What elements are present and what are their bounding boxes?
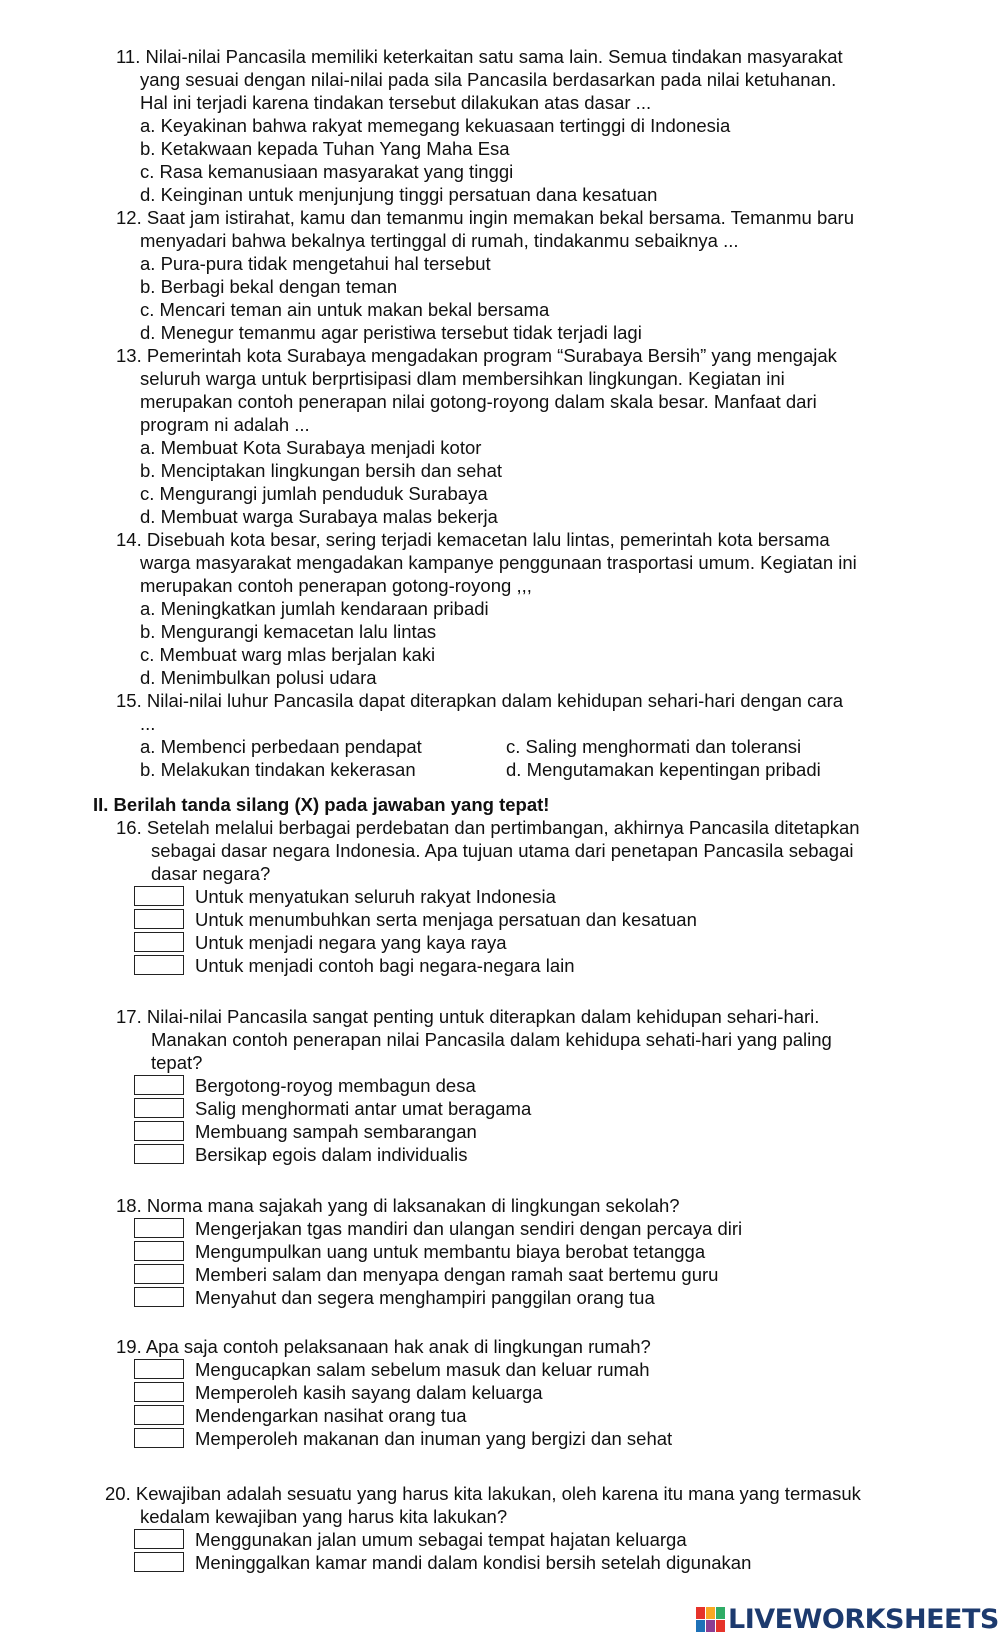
q15-stem-line-1: 15. Nilai-nilai luhur Pancasila dapat diterapkan dalam kehidupan sehari-hari dengan cara (116, 690, 844, 711)
q20-option-2: Meninggalkan kamar mandi dalam kondisi bersih setelah digunakan (195, 1552, 752, 1573)
q17-stem-line-3: tepat? (151, 1052, 203, 1073)
q18-option-2: Mengumpulkan uang untuk membantu biaya berobat tetangga (195, 1241, 706, 1262)
q15-option-d[interactable]: d. Mengutamakan kepentingan pribadi (506, 759, 821, 780)
q12-option-b[interactable]: b. Berbagi bekal dengan teman (140, 276, 398, 297)
q13-stem-line-1: 13. Pemerintah kota Surabaya mengadakan program “Surabaya Bersih” yang mengajak (116, 345, 837, 366)
section-2-title: II. Berilah tanda silang (X) pada jawaban yang tepat! (93, 794, 550, 815)
q11-stem-line-1: 11. Nilai-nilai Pancasila memiliki keterkaitan satu sama lain. Semua tindakan masyarakat (116, 46, 843, 67)
q14-option-a[interactable]: a. Meningkatkan jumlah kendaraan pribadi (140, 598, 489, 619)
q18-answer-box-3[interactable] (134, 1264, 184, 1284)
q11-option-b[interactable]: b. Ketakwaan kepada Tuhan Yang Maha Esa (140, 138, 510, 159)
q19-answer-box-3[interactable] (134, 1405, 184, 1425)
q14-stem-line-2: warga masyarakat mengadakan kampanye penggunaan trasportasi umum. Kegiatan ini (140, 552, 857, 573)
q16-stem-line-1: 16. Setelah melalui berbagai perdebatan dan pertimbangan, akhirnya Pancasila ditetapkan (116, 817, 860, 838)
q11-option-a[interactable]: a. Keyakinan bahwa rakyat memegang kekuasaan tertinggi di Indonesia (140, 115, 731, 136)
q19-answer-box-2[interactable] (134, 1382, 184, 1402)
q19-option-2: Memperoleh kasih sayang dalam keluarga (195, 1382, 543, 1403)
q15-option-b[interactable]: b. Melakukan tindakan kekerasan (140, 759, 416, 780)
q16-stem-line-2: sebagai dasar negara Indonesia. Apa tujuan utama dari penetapan Pancasila sebagai (151, 840, 854, 861)
q15-option-c[interactable]: c. Saling menghormati dan toleransi (506, 736, 802, 757)
q17-answer-box-1[interactable] (134, 1075, 184, 1095)
q17-option-3: Membuang sampah sembarangan (195, 1121, 477, 1142)
q16-answer-box-1[interactable] (134, 886, 184, 906)
liveworksheets-logo (696, 1604, 999, 1635)
q15-stem-line-2: ... (140, 713, 156, 734)
q17-stem-line-1: 17. Nilai-nilai Pancasila sangat penting untuk diterapkan dalam kehidupan sehari-hari. (116, 1006, 820, 1027)
q20-answer-box-2[interactable] (134, 1552, 184, 1572)
q14-option-b[interactable]: b. Mengurangi kemacetan lalu lintas (140, 621, 437, 642)
q12-option-c[interactable]: c. Mencari teman ain untuk makan bekal bersama (140, 299, 550, 320)
q12-option-d[interactable]: d. Menegur temanmu agar peristiwa tersebut tidak terjadi lagi (140, 322, 642, 343)
q14-option-c[interactable]: c. Membuat warg mlas berjalan kaki (140, 644, 436, 665)
q14-stem-line-1: 14. Disebuah kota besar, sering terjadi kemacetan lalu lintas, pemerintah kota bersama (116, 529, 830, 550)
q13-option-b[interactable]: b. Menciptakan lingkungan bersih dan sehat (140, 460, 503, 481)
q14-option-d[interactable]: d. Menimbulkan polusi udara (140, 667, 377, 688)
q17-answer-box-2[interactable] (134, 1098, 184, 1118)
q14-stem-line-3: merupakan contoh penerapan gotong-royong ,,, (140, 575, 532, 596)
q18-answer-box-1[interactable] (134, 1218, 184, 1238)
q18-option-1: Mengerjakan tgas mandiri dan ulangan sendiri dengan percaya diri (195, 1218, 743, 1239)
logo-blocks-icon (696, 1607, 725, 1632)
q18-option-4: Menyahut dan segera menghampiri panggilan orang tua (195, 1287, 655, 1308)
q19-option-1: Mengucapkan salam sebelum masuk dan keluar rumah (195, 1359, 650, 1380)
q17-option-4: Bersikap egois dalam individualis (195, 1144, 468, 1165)
q16-option-4: Untuk menjadi contoh bagi negara-negara lain (195, 955, 575, 976)
q12-option-a[interactable]: a. Pura-pura tidak mengetahui hal tersebut (140, 253, 491, 274)
q17-option-2: Salig menghormati antar umat beragama (195, 1098, 532, 1119)
q18-answer-box-2[interactable] (134, 1241, 184, 1261)
q20-stem-line-2: kedalam kewajiban yang harus kita lakukan? (140, 1506, 508, 1527)
q20-option-1: Menggunakan jalan umum sebagai tempat hajatan keluarga (195, 1529, 687, 1550)
q16-option-2: Untuk menumbuhkan serta menjaga persatuan dan kesatuan (195, 909, 697, 930)
q16-option-3: Untuk menjadi negara yang kaya raya (195, 932, 507, 953)
q17-option-1: Bergotong-royog membagun desa (195, 1075, 476, 1096)
q13-option-c[interactable]: c. Mengurangi jumlah penduduk Surabaya (140, 483, 488, 504)
q13-option-a[interactable]: a. Membuat Kota Surabaya menjadi kotor (140, 437, 482, 458)
q12-stem-line-1: 12. Saat jam istirahat, kamu dan temanmu ingin memakan bekal bersama. Temanmu baru (116, 207, 854, 228)
logo-text: LIVEWORKSHEETS (728, 1604, 999, 1635)
q16-answer-box-2[interactable] (134, 909, 184, 929)
q13-stem-line-3: merupakan contoh penerapan nilai gotong-royong dalam skala besar. Manfaat dari (140, 391, 817, 412)
q12-stem-line-2: menyadari bahwa bekalnya tertinggal di rumah, tindakanmu sebaiknya ... (140, 230, 739, 251)
q16-option-1: Untuk menyatukan seluruh rakyat Indonesia (195, 886, 556, 907)
q11-option-d[interactable]: d. Keinginan untuk menjunjung tinggi persatuan dana kesatuan (140, 184, 658, 205)
q18-stem-line-1: 18. Norma mana sajakah yang di laksanakan di lingkungan sekolah? (116, 1195, 680, 1216)
q13-stem-line-4: program ni adalah ... (140, 414, 310, 435)
q19-answer-box-4[interactable] (134, 1428, 184, 1448)
q11-stem-line-3: Hal ini terjadi karena tindakan tersebut dilakukan atas dasar ... (140, 92, 652, 113)
q18-answer-box-4[interactable] (134, 1287, 184, 1307)
q16-answer-box-4[interactable] (134, 955, 184, 975)
q15-option-a[interactable]: a. Membenci perbedaan pendapat (140, 736, 422, 757)
q13-stem-line-2: seluruh warga untuk berprtisipasi dlam membersihkan lingkungan. Kegiatan ini (140, 368, 785, 389)
q19-option-3: Mendengarkan nasihat orang tua (195, 1405, 467, 1426)
q18-option-3: Memberi salam dan menyapa dengan ramah saat bertemu guru (195, 1264, 719, 1285)
q11-stem-line-2: yang sesuai dengan nilai-nilai pada sila Pancasila berdasarkan pada nilai ketuhanan. (140, 69, 837, 90)
q20-stem-line-1: 20. Kewajiban adalah sesuatu yang harus kita lakukan, oleh karena itu mana yang termasuk (105, 1483, 861, 1504)
q17-answer-box-4[interactable] (134, 1144, 184, 1164)
q16-stem-line-3: dasar negara? (151, 863, 271, 884)
q13-option-d[interactable]: d. Membuat warga Surabaya malas bekerja (140, 506, 498, 527)
q11-option-c[interactable]: c. Rasa kemanusiaan masyarakat yang tinggi (140, 161, 514, 182)
q17-answer-box-3[interactable] (134, 1121, 184, 1141)
q19-stem-line-1: 19. Apa saja contoh pelaksanaan hak anak di lingkungan rumah? (116, 1336, 651, 1357)
q19-option-4: Memperoleh makanan dan inuman yang bergizi dan sehat (195, 1428, 673, 1449)
q17-stem-line-2: Manakan contoh penerapan nilai Pancasila dalam kehidupa sehati-hari yang paling (151, 1029, 832, 1050)
q19-answer-box-1[interactable] (134, 1359, 184, 1379)
q20-answer-box-1[interactable] (134, 1529, 184, 1549)
q16-answer-box-3[interactable] (134, 932, 184, 952)
